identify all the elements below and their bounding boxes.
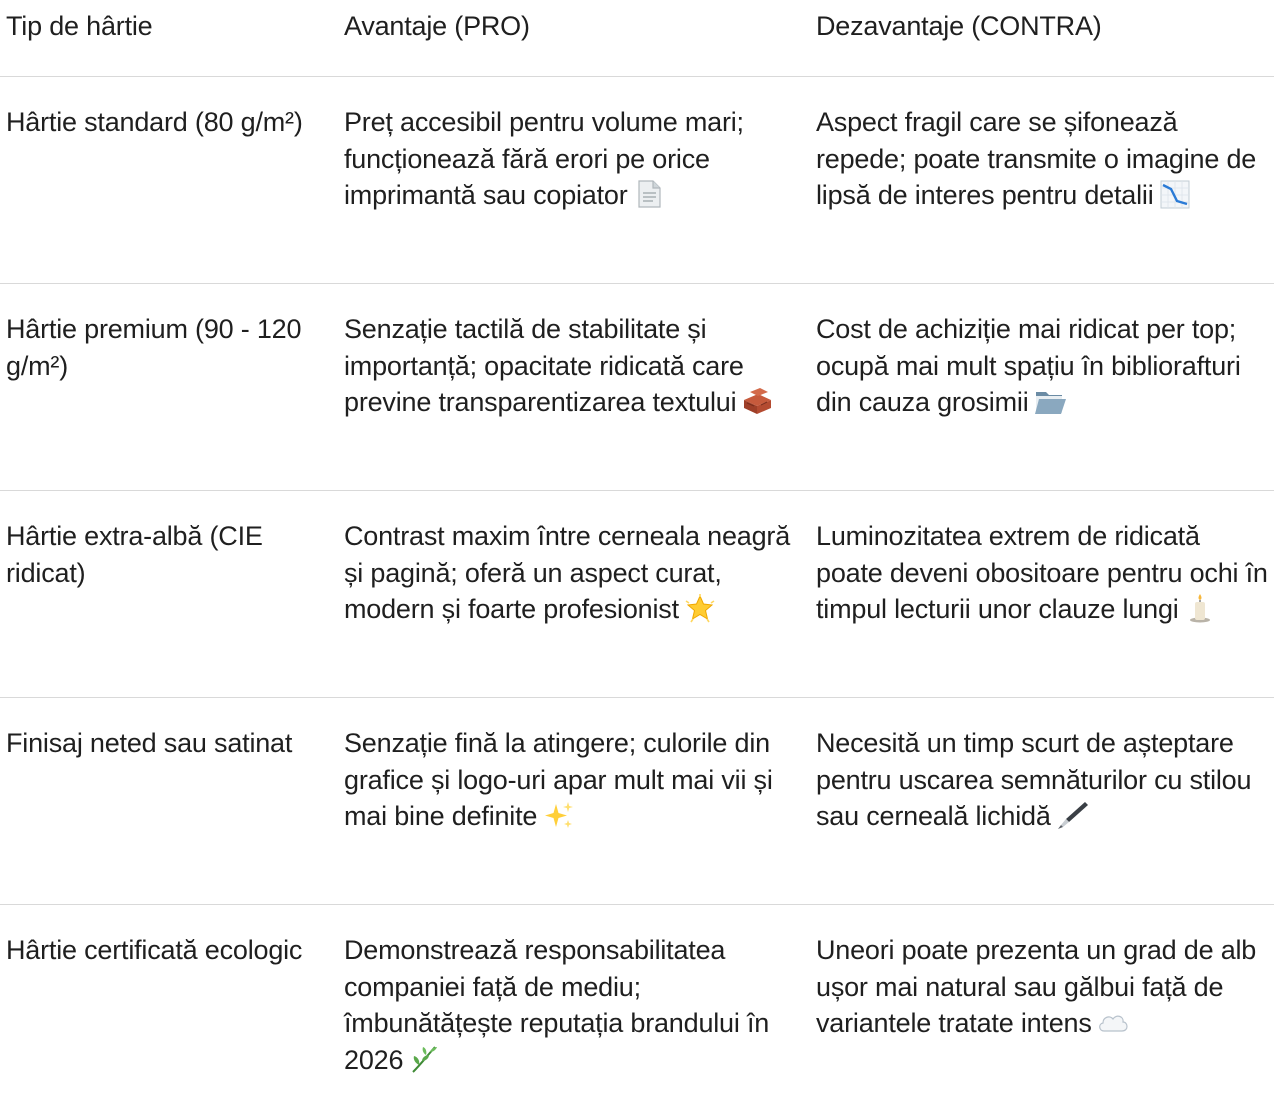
table-row [0,491,1274,698]
header-type: Tip de hârtie [6,11,153,41]
paper-type-cell [0,77,338,283]
paper-type-text: Hârtie extra-albă (CIE ridicat) [6,521,263,588]
paper-type-cell [0,905,338,1104]
con-text: Aspect fragil care se șifonează repede; poate transmite o imagine de lipsă de interes pentru detalii [816,107,1257,210]
page-icon [632,179,666,209]
fountain-pen-icon [1055,800,1089,830]
con-text: Necesită un timp scurt de așteptare pentru uscarea semnăturilor cu stilou sau cerneală lichidă [816,728,1252,831]
pro-text: Senzație fină la atingere; culorile din grafice și logo-uri apar mult mai vii și mai bine definite [344,728,773,831]
table-row [0,284,1274,491]
pro-text: Preț accesibil pentru volume mari; funcționează fără erori pe orice imprimantă sau copiator [344,107,744,210]
paper-type-cell [0,284,338,490]
table-row [0,77,1274,284]
cloud-icon [1096,1007,1130,1037]
paper-type-cell [0,698,338,904]
chart-decreasing-icon [1158,179,1192,209]
herb-icon [407,1044,441,1074]
paper-type-cell [0,491,338,697]
header-pro: Avantaje (PRO) [344,11,530,41]
open-folder-icon [1033,386,1067,416]
pro-cell [338,698,810,904]
con-cell [810,284,1274,490]
con-cell [810,491,1274,697]
bricks-icon [740,386,774,416]
pro-cell [338,905,810,1104]
table-header-row [0,0,1274,77]
pro-text: Demonstrează responsabilitatea companiei față de mediu; îmbunătățește reputația brandului în 2026 [344,935,770,1075]
pro-cell [338,284,810,490]
paper-type-text: Hârtie certificată ecologic [6,935,303,965]
con-text: Luminozitatea extrem de ridicată poate deveni obositoare pentru ochi în timpul lecturii unor clauze lungi [816,521,1268,624]
con-cell [810,905,1274,1104]
paper-type-text: Finisaj neted sau satinat [6,728,293,758]
pro-cell [338,491,810,697]
pro-cell [338,77,810,283]
con-text: Uneori poate prezenta un grad de alb ușor mai natural sau gălbui față de variantele tratate intens [816,935,1257,1038]
table-row [0,905,1274,1104]
table-row [0,698,1274,905]
con-text: Cost de achiziție mai ridicat per top; ocupă mai mult spațiu în bibliorafturi din cauza grosimii [816,314,1241,417]
glowing-star-icon [683,593,717,623]
paper-type-text: Hârtie standard (80 g/m²) [6,107,303,137]
sparkles-icon [541,800,575,830]
header-con: Dezavantaje (CONTRA) [816,11,1102,41]
pro-text: Senzație tactilă de stabilitate și importanță; opacitate ridicată care previne transparentizarea textului [344,314,744,417]
paper-type-text: Hârtie premium (90 - 120 g/m²) [6,314,302,381]
pro-text: Contrast maxim între cerneala neagră și pagină; oferă un aspect curat, modern și foarte profesionist [344,521,791,624]
con-cell [810,698,1274,904]
con-cell [810,77,1274,283]
candle-icon [1183,593,1217,623]
